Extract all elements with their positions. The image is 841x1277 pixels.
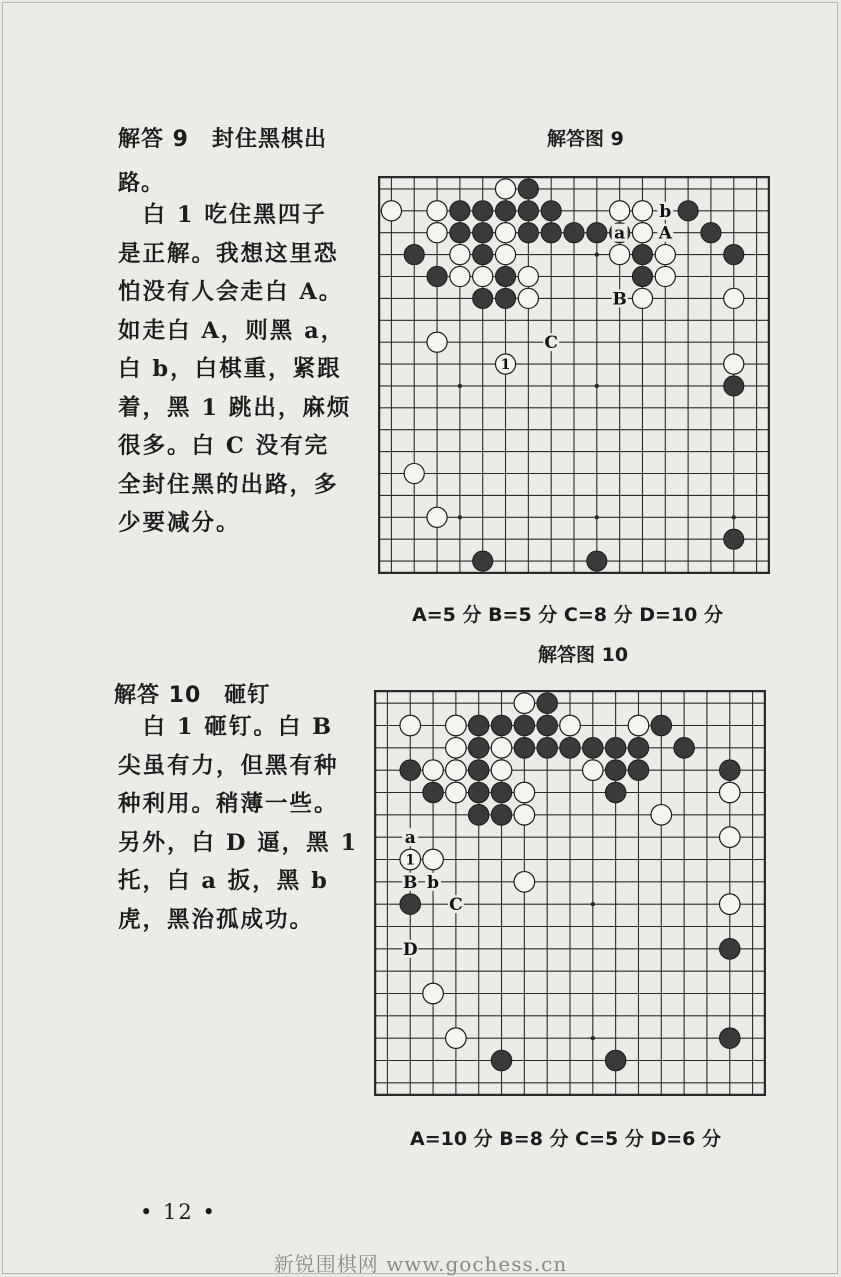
black-stone [560,738,581,759]
stone-number: 1 [500,357,511,374]
black-stone [541,223,561,243]
point-label: A [658,223,672,244]
black-stone [719,1028,740,1049]
white-stone [514,805,535,826]
black-stone [628,760,649,781]
text-line: 托，白 a 扳，黑 b [118,868,329,894]
white-stone [491,760,512,781]
white-stone [514,782,535,803]
white-stone [495,223,515,243]
black-stone [473,245,493,265]
black-stone [450,201,470,221]
black-stone [491,715,512,736]
black-stone [605,782,626,803]
black-stone [495,201,515,221]
white-stone [491,738,512,759]
white-stone [400,715,421,736]
white-stone [610,201,630,221]
answer-9-text [118,196,351,543]
white-stone [655,266,675,286]
diagram-9-title: 解答图 9 [547,128,624,150]
white-stone [450,266,470,286]
text-line: 少要减分。 [118,510,241,536]
white-stone [427,201,447,221]
white-stone [724,354,744,374]
black-stone [473,551,493,571]
point-label: b [427,872,440,893]
site-watermark: 新锐围棋网 www.gochess.cn [273,1252,568,1276]
star-point [591,902,595,906]
star-point [732,515,736,519]
black-stone [400,894,421,915]
text-line: 如走白 A，则黑 a， [118,317,346,344]
diagram-9-scores: A=5 分 B=5 分 C=8 分 D=10 分 [412,604,723,626]
black-stone [605,1050,626,1071]
point-label: b [659,201,672,222]
point-label: a [614,223,626,244]
black-stone [491,782,512,803]
star-point [458,384,462,388]
white-stone [427,507,447,527]
white-stone [450,245,470,265]
black-stone [427,266,447,286]
black-stone [495,266,515,286]
black-stone [468,715,489,736]
white-stone [514,872,535,893]
white-stone [423,760,444,781]
black-stone [423,782,444,803]
star-point [595,515,599,519]
point-label: D [402,939,418,960]
white-stone [632,223,652,243]
black-stone [468,805,489,826]
black-stone [491,1050,512,1071]
white-stone [719,827,740,848]
white-stone [651,805,672,826]
star-point [591,1036,595,1040]
black-stone [400,760,421,781]
black-stone [605,760,626,781]
white-stone [655,245,675,265]
answer-10-text [118,708,358,939]
black-stone [605,738,626,759]
go-board-diagram-10 [374,690,766,1096]
black-stone [468,738,489,759]
text-line: 种利用。稍薄一些。 [118,791,339,817]
white-stone [404,463,424,483]
stone-number: 1 [405,852,416,869]
black-stone [628,738,649,759]
black-stone [701,223,721,243]
diagram-10-scores: A=10 分 B=8 分 C=5 分 D=6 分 [410,1128,721,1150]
black-stone [587,223,607,243]
white-stone [514,693,535,714]
black-stone [468,782,489,803]
black-stone [514,715,535,736]
black-stone [632,266,652,286]
text-line: 白 1 砸钉。白 B [118,714,334,740]
black-stone [678,201,698,221]
black-stone [632,245,652,265]
white-stone [518,288,538,308]
black-stone [518,223,538,243]
white-stone [610,245,630,265]
white-stone [446,760,467,781]
answer-10-heading: 解答 10 砸钉 [114,683,271,708]
black-stone [541,201,561,221]
black-stone [404,245,424,265]
white-stone [495,245,515,265]
black-stone [473,223,493,243]
white-stone [719,782,740,803]
black-stone [724,245,744,265]
text-line: 着，黑 1 跳出，麻烦 [118,394,352,421]
white-stone [446,782,467,803]
black-stone [583,738,604,759]
point-label: C [449,895,463,916]
black-stone [651,715,672,736]
white-stone [381,201,401,221]
black-stone [537,693,558,714]
point-label: B [612,289,627,310]
black-stone [587,551,607,571]
white-stone [560,715,581,736]
black-stone [674,738,695,759]
white-stone [427,223,447,243]
black-stone [537,738,558,759]
go-board-diagram-9 [378,176,770,574]
black-stone [514,738,535,759]
white-stone [423,983,444,1004]
white-stone [423,849,444,870]
black-stone [724,376,744,396]
text-line: 全封住黑的出路，多 [118,471,339,498]
white-stone [446,1028,467,1049]
black-stone [473,288,493,308]
black-stone [450,223,470,243]
black-stone [495,288,515,308]
white-stone [446,715,467,736]
white-stone [495,179,515,199]
white-stone [632,288,652,308]
text-line: 是正解。我想这里恐 [118,240,339,267]
black-stone [724,529,744,549]
text-line: 虎，黑治孤成功。 [118,906,315,933]
point-label: B [403,872,418,893]
black-stone [518,201,538,221]
white-stone [628,715,649,736]
black-stone [473,201,493,221]
star-point [595,384,599,388]
white-stone [632,201,652,221]
answer-9-heading: 解答 9 封住黑棋出 [118,127,327,152]
text-line: 很多。白 C 没有完 [118,433,330,459]
white-stone [446,738,467,759]
answer-9-heading-continued: 路。 [118,171,165,196]
text-line: 尖虽有力，但黑有种 [118,752,339,779]
text-line: 怕没有人会走白 A。 [118,279,344,305]
black-stone [491,805,512,826]
text-line: 白 b，白棋重，紧跟 [118,356,342,382]
text-line: 白 1 吃住黑四子 [118,202,327,228]
black-stone [518,179,538,199]
point-label: C [544,333,558,354]
page-number: • 12 • [140,1200,217,1224]
black-stone [468,760,489,781]
diagram-10-title: 解答图 10 [538,644,629,666]
black-stone [719,760,740,781]
point-label: a [404,828,416,849]
white-stone [724,288,744,308]
white-stone [583,760,604,781]
white-stone [719,894,740,915]
star-point [458,515,462,519]
white-stone [427,332,447,352]
white-stone [473,266,493,286]
black-stone [564,223,584,243]
white-stone [518,266,538,286]
star-point [595,252,599,256]
black-stone [719,939,740,960]
text-line: 另外，白 D 逼，黑 1 [118,829,359,856]
black-stone [537,715,558,736]
